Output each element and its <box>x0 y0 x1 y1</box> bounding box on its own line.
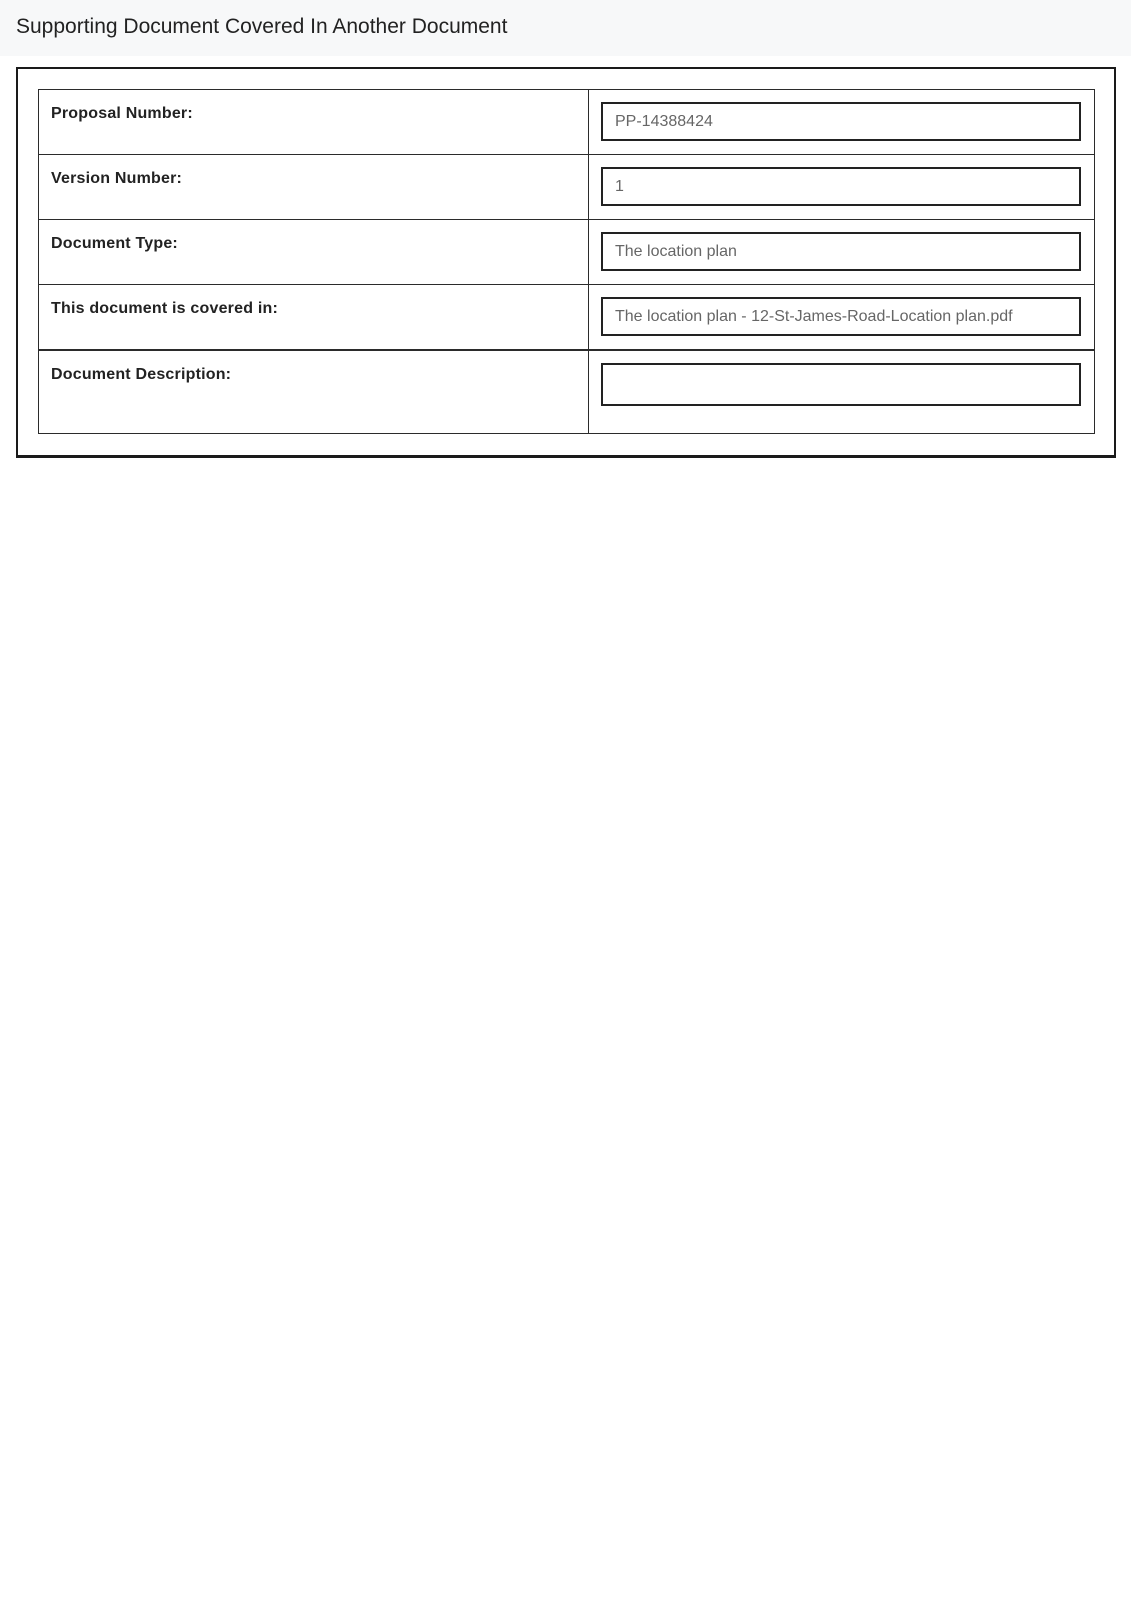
form-row-document-description <box>39 350 1095 434</box>
proposal-number-field[interactable] <box>601 102 1081 141</box>
page-title: Supporting Document Covered In Another Document <box>16 15 508 38</box>
document-type-label: Document Type: <box>39 220 589 285</box>
proposal-number-label: Proposal Number: <box>39 90 589 155</box>
form-row-version-number <box>39 155 1095 220</box>
covered-in-label: This document is covered in: <box>39 285 589 350</box>
version-number-value: 1 <box>615 177 624 195</box>
document-type-cell <box>589 220 1095 285</box>
document-type-field[interactable] <box>601 232 1081 271</box>
version-number-label: Version Number: <box>39 155 589 220</box>
document-description-label: Document Description: <box>39 350 589 434</box>
form-table <box>38 89 1095 434</box>
form-row-covered-in <box>39 285 1095 350</box>
proposal-number-cell <box>589 90 1095 155</box>
form-row-proposal-number <box>39 90 1095 155</box>
covered-in-field[interactable] <box>601 297 1081 336</box>
document-description-field[interactable] <box>601 363 1081 406</box>
proposal-number-value: PP-14388424 <box>615 112 713 130</box>
form-panel <box>16 67 1116 458</box>
covered-in-cell <box>589 285 1095 350</box>
form-row-document-type <box>39 220 1095 285</box>
covered-in-value: The location plan - 12-St-James-Road-Location plan.pdf <box>615 307 1013 325</box>
document-type-value: The location plan <box>615 242 737 260</box>
version-number-cell <box>589 155 1095 220</box>
page-header <box>0 0 1131 56</box>
document-description-cell <box>589 350 1095 434</box>
version-number-field[interactable] <box>601 167 1081 206</box>
